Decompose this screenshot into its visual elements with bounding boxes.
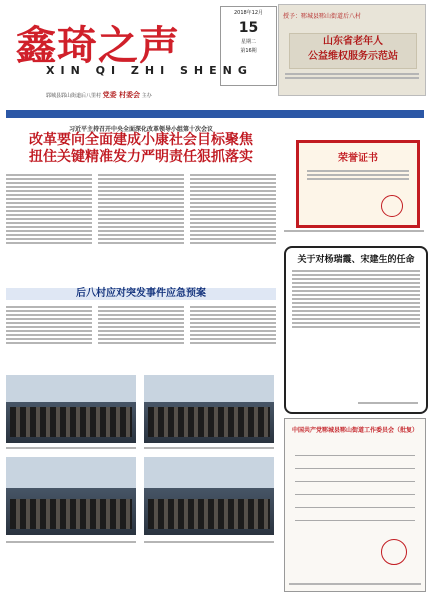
award-plaque — [289, 33, 417, 69]
sponsor-org: 党委 村委会 — [102, 91, 141, 99]
date-day: 15 — [238, 20, 259, 36]
sponsor-suffix: 主办 — [141, 93, 152, 99]
award-photo-caption: 授予：郓城县郓山街道后八村 — [283, 13, 362, 20]
masthead-sponsor — [46, 90, 152, 100]
document-header: 中国共产党郓城县郓山街道工作委员会（批复） — [291, 427, 418, 434]
photo-2 — [144, 375, 274, 443]
plan-col-2 — [98, 304, 184, 370]
photo-4 — [144, 457, 274, 535]
headline-line-2: 扭住关键精准发力严明责任狠抓落实 — [29, 149, 253, 165]
issue-number: 第16期 — [240, 48, 257, 54]
sponsor-name: 郓城县郓山街道后八里村 — [46, 93, 102, 99]
photo-3 — [6, 457, 136, 535]
photo-1 — [6, 375, 136, 443]
approval-document — [284, 418, 426, 592]
photo-2-caption — [144, 445, 274, 451]
notice-body — [286, 265, 426, 333]
lead-article-col-3 — [190, 172, 276, 284]
plan-col-3 — [190, 304, 276, 370]
plaque-line-1: 山东省老年人 — [323, 36, 383, 47]
masthead-title: 鑫琦之声 — [16, 22, 180, 69]
headline-line-1: 改革要向全面建成小康社会目标聚焦 — [29, 132, 253, 148]
appointment-notice — [284, 246, 428, 414]
photo-3-caption — [6, 539, 136, 545]
award-photo — [278, 4, 426, 96]
certificate-title: 荣誉证书 — [338, 153, 378, 164]
certificate-caption — [284, 228, 424, 234]
document-footer — [289, 581, 421, 587]
plaque-fine-print — [285, 71, 419, 81]
red-seal-icon — [381, 195, 403, 217]
plan-col-1 — [6, 304, 92, 370]
plaque-line-2: 公益维权服务示范站 — [308, 51, 398, 62]
masthead-pinyin: XIN QI ZHI SHENG — [46, 64, 253, 77]
lead-article-pretitle: 习近平主持召开中央全面深化改革领导小组第十次会议 — [68, 126, 213, 133]
photo-1-caption — [6, 445, 136, 451]
lead-article-col-1 — [6, 172, 92, 284]
photo-4-caption — [144, 539, 274, 545]
notice-signature — [358, 400, 418, 406]
section-title: 后八村应对突发事件应急预案 — [6, 288, 276, 300]
document-stamp-icon — [381, 539, 407, 565]
document-lines — [295, 443, 415, 533]
lead-article-col-2 — [98, 172, 184, 284]
certificate-body — [299, 164, 417, 186]
notice-title: 关于对杨瑞霞、宋建生的任命 — [297, 255, 415, 265]
date-box — [220, 6, 277, 86]
lead-article-headline — [6, 132, 276, 166]
certificate-area — [284, 100, 424, 250]
date-weekday: 星期二 — [240, 39, 256, 45]
date-year-month: 2018年12月 — [233, 10, 264, 16]
honor-certificate — [296, 140, 420, 228]
photo-grid — [6, 375, 276, 595]
